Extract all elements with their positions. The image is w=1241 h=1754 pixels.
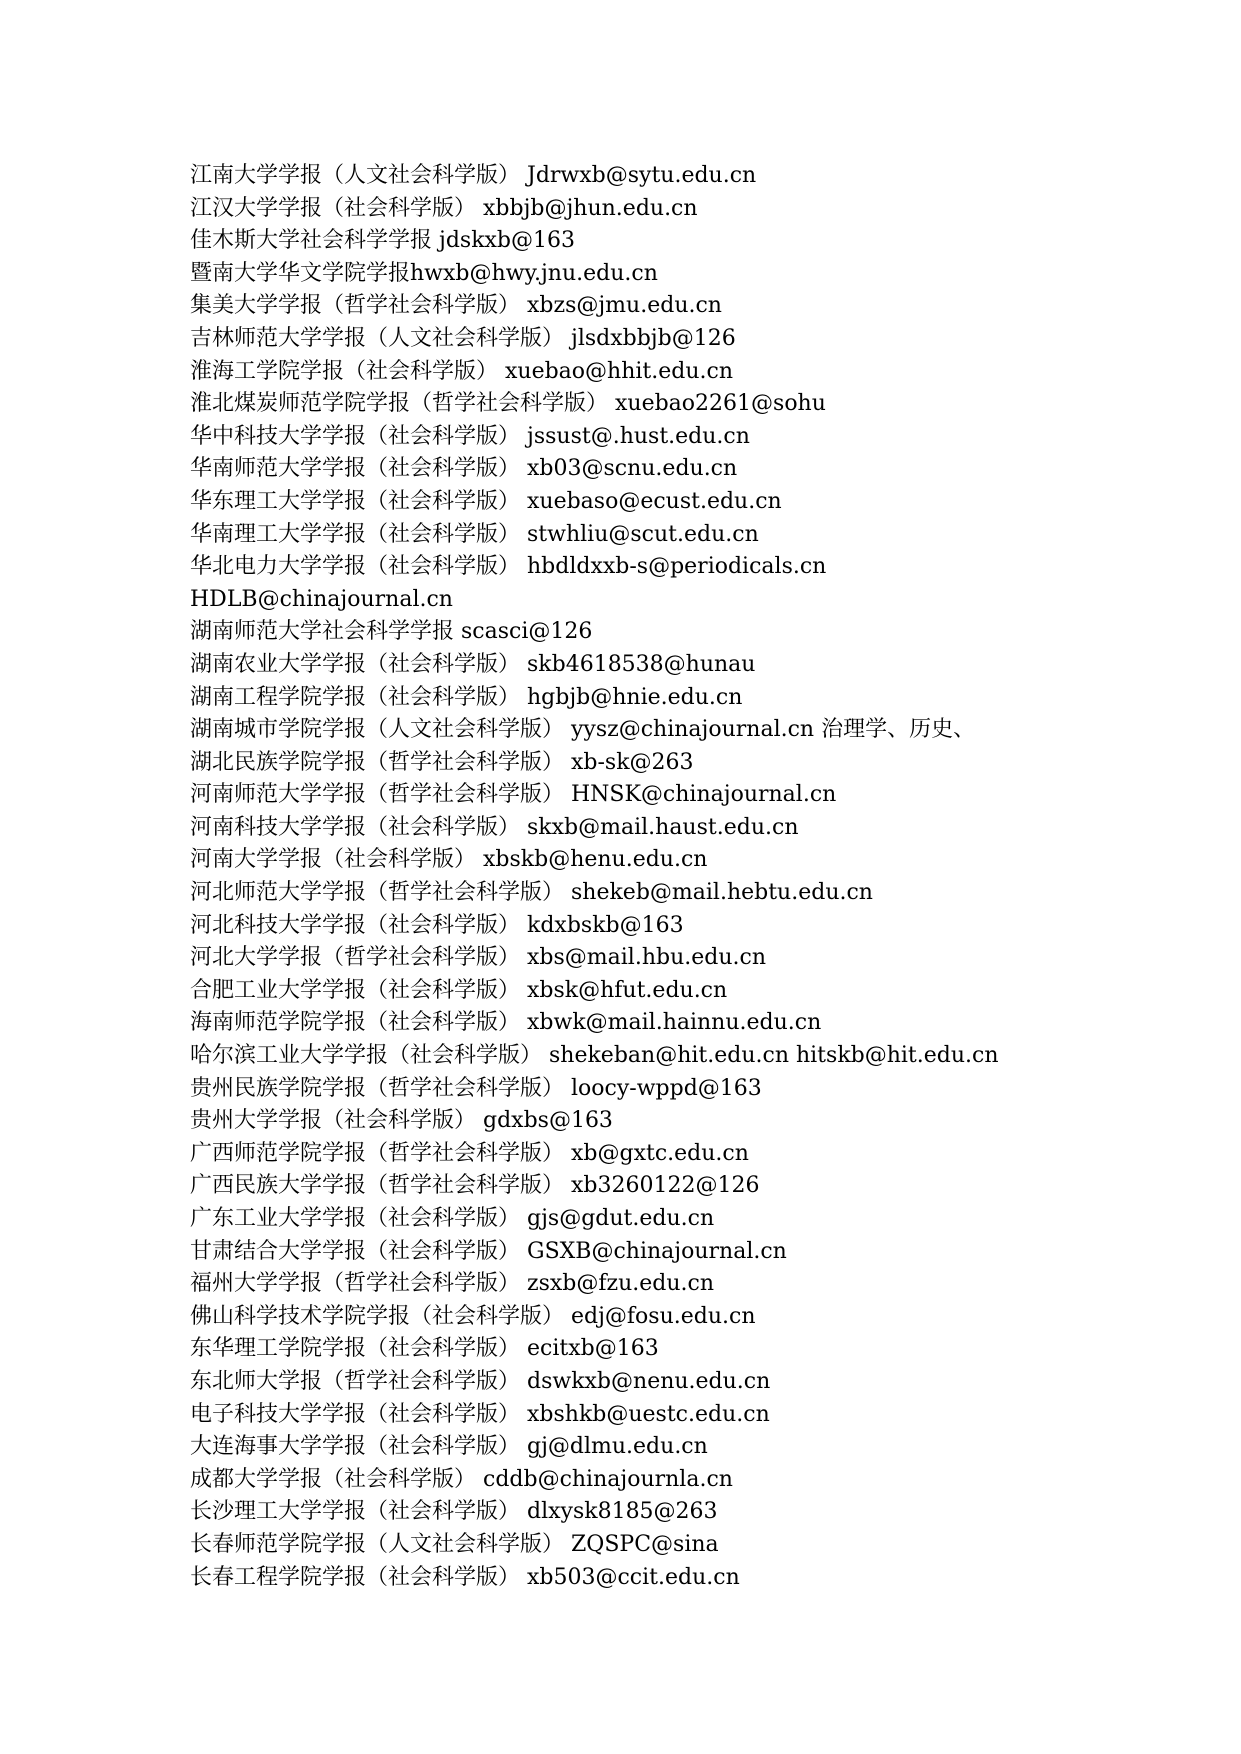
journal-entry: 湖南城市学院学报（人文社会科学版） yysz@chinajournal.cn 治理学、历史、 (190, 717, 976, 743)
journal-entry: 湖北民族学院学报（哲学社会科学版） xb-sk@263 (190, 749, 694, 775)
journal-entry: 华东理工大学学报（社会科学版） xuebaso@ecust.edu.cn (190, 488, 782, 514)
journal-entry: 湖南农业大学学报（社会科学版） skb4618538@hunau (190, 651, 756, 677)
journal-entry: 江南大学学报（人文社会科学版） Jdrwxb@sytu.edu.cn (190, 163, 757, 188)
journal-entry: 淮北煤炭师范学院学报（哲学社会科学版） xuebao2261@sohu (190, 391, 826, 417)
journal-entry: 东华理工学院学报（社会科学版） ecitxb@163 (190, 1336, 659, 1362)
journal-entry: 甘肃结合大学学报（社会科学版） GSXB@chinajournal.cn (190, 1238, 787, 1264)
journal-entry: 东北师大学报（哲学社会科学版） dswkxb@nenu.edu.cn (190, 1368, 771, 1394)
journal-entry: 华南师范大学学报（社会科学版） xb03@scnu.edu.cn (190, 456, 738, 482)
journal-entry: 华南理工大学学报（社会科学版） stwhliu@scut.edu.cn (190, 521, 759, 547)
journal-entry: 广西民族大学学报（哲学社会科学版） xb3260122@126 (190, 1173, 760, 1199)
journal-entry: 河北大学学报（哲学社会科学版） xbs@mail.hbu.edu.cn (190, 945, 766, 971)
journal-entry: 海南师范学院学报（社会科学版） xbwk@mail.hainnu.edu.cn (190, 1010, 822, 1036)
journal-entry: 河南科技大学学报（社会科学版） skxb@mail.haust.edu.cn (190, 814, 799, 840)
journal-entry: 广东工业大学学报（社会科学版） gjs@gdut.edu.cn (190, 1206, 715, 1231)
journal-entry: 长春师范学院学报（人文社会科学版） ZQSPC@sina (190, 1531, 719, 1557)
journal-email-list (190, 160, 1190, 1594)
journal-entry: 吉林师范大学学报（人文社会科学版） jlsdxbbjb@126 (190, 325, 736, 351)
journal-entry: 广西师范学院学报（哲学社会科学版） xb@gxtc.edu.cn (190, 1140, 749, 1166)
journal-entry: 长沙理工大学学报（社会科学版） dlxysk8185@263 (190, 1499, 718, 1525)
journal-entry: 河北师范大学学报（哲学社会科学版） shekeb@mail.hebtu.edu.cn (190, 880, 873, 906)
journal-entry: 大连海事大学学报（社会科学版） gj@dlmu.edu.cn (190, 1434, 708, 1460)
journal-entry: 河北科技大学学报（社会科学版） kdxbskb@163 (190, 912, 684, 938)
journal-entry: 合肥工业大学学报（社会科学版） xbsk@hfut.edu.cn (190, 977, 728, 1003)
journal-entry: 福州大学学报（哲学社会科学版） zsxb@fzu.edu.cn (190, 1271, 715, 1297)
journal-entry: 贵州大学学报（社会科学版） gdxbs@163 (190, 1108, 613, 1134)
journal-entry: 长春工程学院学报（社会科学版） xb503@ccit.edu.cn (190, 1564, 740, 1590)
journal-entry: 淮海工学院学报（社会科学版） xuebao@hhit.edu.cn (190, 358, 733, 384)
journal-entry: 湖南师范大学社会科学学报 scasci@126 (190, 619, 593, 645)
journal-entry: 贵州民族学院学报（哲学社会科学版） loocy-wppd@163 (190, 1075, 762, 1101)
journal-entry: 河南大学学报（社会科学版） xbskb@henu.edu.cn (190, 847, 708, 873)
journal-entry: 华中科技大学学报（社会科学版） jssust@.hust.edu.cn (190, 423, 750, 449)
journal-entry: 华北电力大学学报（社会科学版） hbdldxxb-s@periodicals.cn (190, 554, 827, 580)
journal-entry: 集美大学学报（哲学社会科学版） xbzs@jmu.edu.cn (190, 293, 722, 319)
journal-entry: 哈尔滨工业大学学报（社会科学版） shekeban@hit.edu.cn hitskb@hit.edu.cn (190, 1043, 999, 1069)
journal-entry: 佛山科学技术学院学报（社会科学版） edj@fosu.edu.cn (190, 1303, 756, 1329)
journal-entry: 湖南工程学院学报（社会科学版） hgbjb@hnie.edu.cn (190, 684, 743, 710)
journal-entry: 电子科技大学学报（社会科学版） xbshkb@uestc.edu.cn (190, 1401, 770, 1427)
journal-entry: 河南师范大学学报（哲学社会科学版） HNSK@chinajournal.cn (190, 782, 837, 808)
journal-entry: 佳木斯大学社会科学学报 jdskxb@163 (190, 228, 576, 254)
journal-entry: 江汉大学学报（社会科学版） xbbjb@jhun.edu.cn (190, 195, 698, 221)
journal-entry: HDLB@chinajournal.cn (190, 586, 453, 612)
journal-entry: 成都大学学报（社会科学版） cddb@chinajournla.cn (190, 1466, 733, 1492)
journal-entry: 暨南大学华文学院学报hwxb@hwy.jnu.edu.cn (190, 260, 658, 286)
